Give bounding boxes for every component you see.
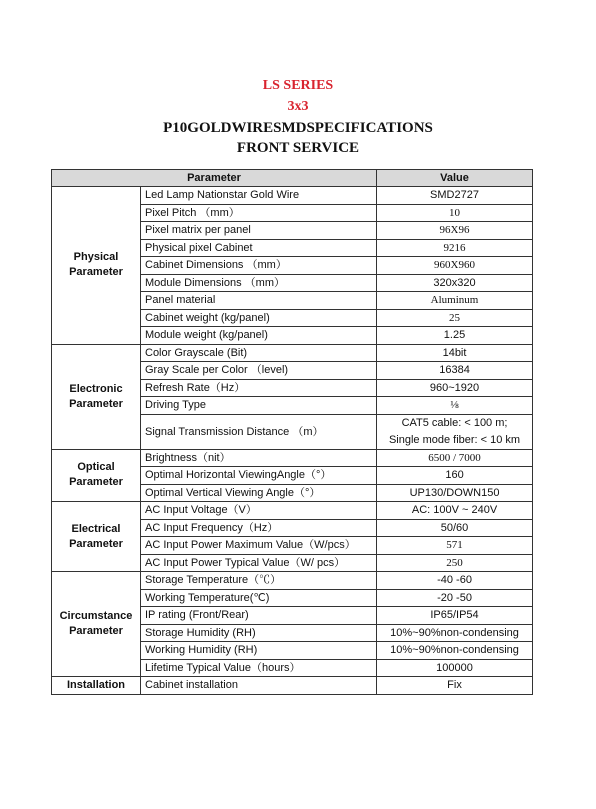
table-row [52, 449, 533, 467]
value-cell: 96X96 [377, 222, 533, 240]
value-cell: UP130/DOWN150 [377, 484, 533, 502]
param-cell: IP rating (Front/Rear) [141, 607, 377, 625]
param-cell: AC Input Power Typical Value（W/ pcs） [141, 554, 377, 572]
value-cell: 14bit [377, 344, 533, 362]
param-cell: AC Input Frequency（Hz） [141, 519, 377, 537]
value-cell [377, 414, 533, 449]
value-line: CAT5 cable: < 100 m; [401, 416, 508, 429]
param-cell: Pixel Pitch （mm） [141, 204, 377, 222]
param-cell: Working Humidity (RH) [141, 642, 377, 660]
param-cell: Storage Humidity (RH) [141, 624, 377, 642]
value-cell: 250 [377, 554, 533, 572]
value-cell: -20 -50 [377, 589, 533, 607]
table-row [52, 677, 533, 695]
param-cell: Cabinet installation [141, 677, 377, 695]
value-cell: 320x320 [377, 274, 533, 292]
group-optical: Optical Parameter [52, 449, 141, 502]
value-cell: 571 [377, 537, 533, 555]
table-row [52, 344, 533, 362]
param-cell: Refresh Rate（Hz） [141, 379, 377, 397]
table-row [52, 572, 533, 590]
param-cell: Cabinet weight (kg/panel) [141, 309, 377, 327]
param-cell: Cabinet Dimensions （mm） [141, 257, 377, 275]
group-installation: Installation [52, 677, 141, 695]
product-title: P10GOLDWIRESMDSPECIFICATIONS [163, 120, 433, 136]
value-cell: 10%~90%non-condensing [377, 624, 533, 642]
param-cell: Storage Temperature（℃） [141, 572, 377, 590]
param-cell: Lifetime Typical Value（hours） [141, 659, 377, 677]
value-cell: 100000 [377, 659, 533, 677]
table-row [52, 502, 533, 520]
param-cell: Module Dimensions （mm） [141, 274, 377, 292]
value-cell: 960X960 [377, 257, 533, 275]
value-cell: ⅛ [377, 397, 533, 415]
size-title: 3x3 [287, 99, 309, 114]
value-cell: Fix [377, 677, 533, 695]
param-cell: Color Grayscale (Bit) [141, 344, 377, 362]
series-title: LS SERIES [262, 78, 334, 93]
param-cell: Optimal Vertical Viewing Angle（°） [141, 484, 377, 502]
value-cell: 6500 / 7000 [377, 449, 533, 467]
param-cell: Led Lamp Nationstar Gold Wire [141, 187, 377, 205]
value-cell: IP65/IP54 [377, 607, 533, 625]
table-row [52, 187, 533, 205]
group-physical: Physical Parameter [52, 187, 141, 345]
param-cell: Signal Transmission Distance （m） [141, 414, 377, 449]
param-cell: Pixel matrix per panel [141, 222, 377, 240]
value-cell: AC: 100V ~ 240V [377, 502, 533, 520]
value-cell: 50/60 [377, 519, 533, 537]
value-cell: 10 [377, 204, 533, 222]
value-cell: 25 [377, 309, 533, 327]
value-cell: -40 -60 [377, 572, 533, 590]
group-circumstance: Circumstance Parameter [52, 572, 141, 677]
param-cell: Driving Type [141, 397, 377, 415]
value-cell: 160 [377, 467, 533, 485]
table-header-row [52, 170, 533, 187]
value-cell: 960~1920 [377, 379, 533, 397]
param-cell: Working Temperature(℃) [141, 589, 377, 607]
value-cell: 10%~90%non-condensing [377, 642, 533, 660]
param-cell: Physical pixel Cabinet [141, 239, 377, 257]
value-cell: SMD2727 [377, 187, 533, 205]
value-cell: 16384 [377, 362, 533, 380]
value-header: Value [377, 170, 533, 187]
value-cell: 9216 [377, 239, 533, 257]
param-cell: AC Input Voltage（V） [141, 502, 377, 520]
param-cell: AC Input Power Maximum Value（W/pcs） [141, 537, 377, 555]
parameter-header: Parameter [52, 170, 377, 187]
value-line: Single mode fiber: < 10 km [388, 433, 521, 446]
param-cell: Module weight (kg/panel) [141, 327, 377, 345]
param-cell: Optimal Horizontal ViewingAngle（°） [141, 467, 377, 485]
param-cell: Brightness（nit） [141, 449, 377, 467]
value-cell: Aluminum [377, 292, 533, 310]
service-title: FRONT SERVICE [236, 140, 360, 156]
spec-table [51, 169, 533, 695]
param-cell: Panel material [141, 292, 377, 310]
param-cell: Gray Scale per Color （level) [141, 362, 377, 380]
group-electrical: Electrical Parameter [52, 502, 141, 572]
value-cell: 1.25 [377, 327, 533, 345]
group-electronic: Electronic Parameter [52, 344, 141, 449]
